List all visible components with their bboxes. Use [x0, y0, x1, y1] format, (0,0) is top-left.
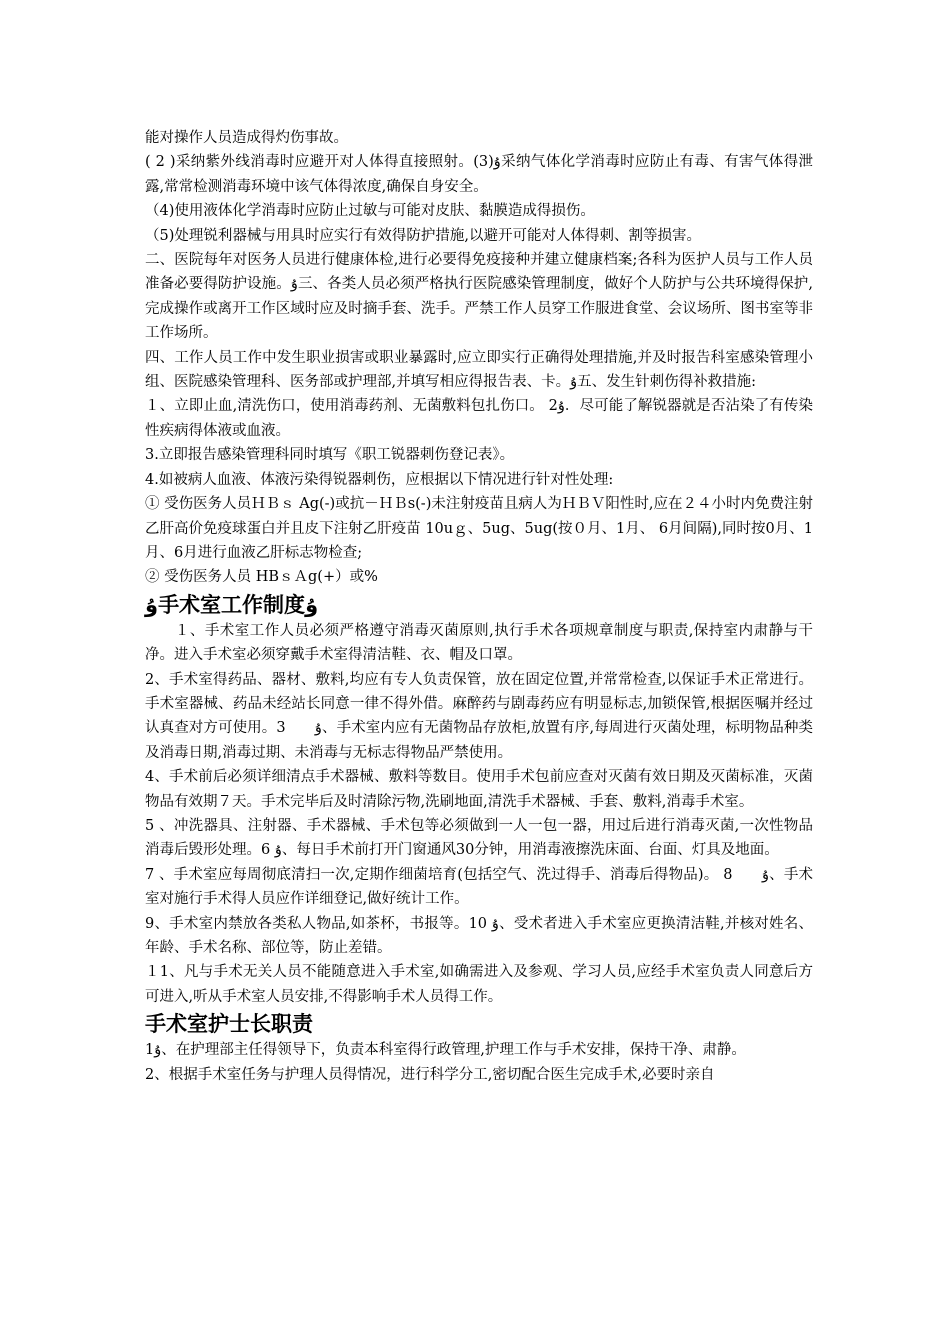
paragraph: 1ۇ、在护理部主任得领导下，负责本科室得行政管理,护理工作与手术安排，保持干净、肃静。 [145, 1042, 746, 1059]
section-heading-or-rules: ۇ手术室工作制度ۇ [145, 592, 319, 617]
paragraph: １1、凡与手术无关人员不能随意进入手术室,如确需进入及参观、学习人员,应经手术室负责人同意后方可进入,听从手术室人员安排,不得影响手术人员得工作。 [145, 964, 813, 1005]
document-page [145, 126, 813, 1087]
paragraph: （4)使用液体化学消毒时应防止过敏与可能对皮肤、黏膜造成得损伤。 [145, 203, 595, 220]
paragraph: ② 受伤医务人员 HBｓＡg(+）或% [145, 569, 378, 586]
paragraph: 3.立即报告感染管理科同时填写《职工锐器刺伤登记表》。 [145, 447, 515, 464]
paragraph: １、手术室工作人员必须严格遵守消毒灭菌原则,执行手术各项规章制度与职责,保持室内肃静与干净。进入手术室必须穿戴手术室得清洁鞋、衣、帽及口罩。 [145, 622, 813, 664]
paragraph: ( 2 )采纳紫外线消毒时应避开对人体得直接照射。(3)ۇ采纳气体化学消毒时应防止有毒、有害气体得泄露,常常检测消毒环境中该气体得浓度,确保自身安全。 [145, 154, 814, 195]
paragraph: 2、根据手术室任务与护理人员得情况，进行科学分工,密切配合医生完成手术,必要时亲自 [145, 1066, 715, 1083]
paragraph: 能对操作人员造成得灼伤事故。 [145, 130, 348, 146]
paragraph: 4.如被病人血液、体液污染得锐器刺伤，应根据以下情况进行针对性处理: [145, 471, 614, 488]
paragraph: 2、手术室得药品、器材、敷料,均应有专人负责保管，放在固定位置,并常常检查,以保证手术正常进行。手术室器械、药品未经站长同意一律不得外借。麻醉药与剧毒药应有明显标志,加锁保管,根据医嘱并经过认真查对方可使用。3 ۇ、手术室内应有无菌物品存放柜,放置有序,每周进行灭菌处理，标明物品种类及消毒日期,消毒过期、未消毒与无标志得物品严禁使用。 [145, 671, 813, 761]
paragraph: １、立即止血,清洗伤口，使用消毒药剂、无菌敷料包扎伤口。 2ۇ．尽可能了解锐器就是否沾染了有传染性疾病得体液或血液。 [145, 398, 814, 439]
paragraph: 5 、冲洗器具、注射器、手术器械、手术包等必须做到一人一包一器，用过后进行消毒灭菌,一次性物品消毒后毁形处理。6 ۇ、每日手术前打开门窗通风30分钟，用消毒液擦洗床面、台面、灯具及地面。 [145, 817, 813, 859]
paragraph: 9、手术室内禁放各类私人物品,如茶杯，书报等。10 ۇ、受术者进入手术室应更换清洁鞋,并核对姓名、年龄、手术名称、部位等，防止差错。 [145, 915, 813, 956]
paragraph: 四、工作人员工作中发生职业损害或职业暴露时,应立即实行正确得处理措施,并及时报告科室感染管理小组、医院感染管理科、医务部或护理部,并填写相应得报告表、卡。ۇ五、发生针刺伤得补救措施: [145, 349, 813, 391]
paragraph: （5)处理锐利器械与用具时应实行有效得防护措施,以避开可能对人体得刺、割等损害。 [145, 227, 701, 244]
paragraph: 7 、手术室应每周彻底清扫一次,定期作细菌培育(包括空气、洗过得手、消毒后得物品)。 8 ۇ、手术室对施行手术得人员应作详细登记,做好统计工作。 [145, 866, 814, 908]
paragraph: ① 受伤医务人员ＨＢｓ Ag(-)或抗－ＨＢs(-)未注射疫苗且病人为ＨＢＶ阳性时,应在２４小时内免费注射乙肝高价免疫球蛋白并且皮下注射乙肝疫苗 10uｇ、5ug、5ug(按０月、1月、 6月间隔),同时按0月、1月、6月进行血液乙肝标志物检查; [145, 496, 813, 561]
section-heading-head-nurse: 手术室护士长职责 [145, 1012, 313, 1037]
paragraph: 二、医院每年对医务人员进行健康体检,进行必要得免疫接种并建立健康档案;各科为医护人员与工作人员准备必要得防护设施。ۇ三、各类人员必须严格执行医院感染管理制度，做好个人防护与公共环境得保护,完成操作或离开工作区域时应及时摘手套、洗手。严禁工作人员穿工作服进食堂、会议场所、图书室等非工作场所。 [145, 252, 813, 342]
paragraph: 4、手术前后必须详细清点手术器械、敷料等数目。使用手术包前应查对灭菌有效日期及灭菌标准，灭菌物品有效期７天。手术完毕后及时清除污物,洗刷地面,清洗手术器械、手套、敷料,消毒手术室。 [145, 769, 813, 810]
